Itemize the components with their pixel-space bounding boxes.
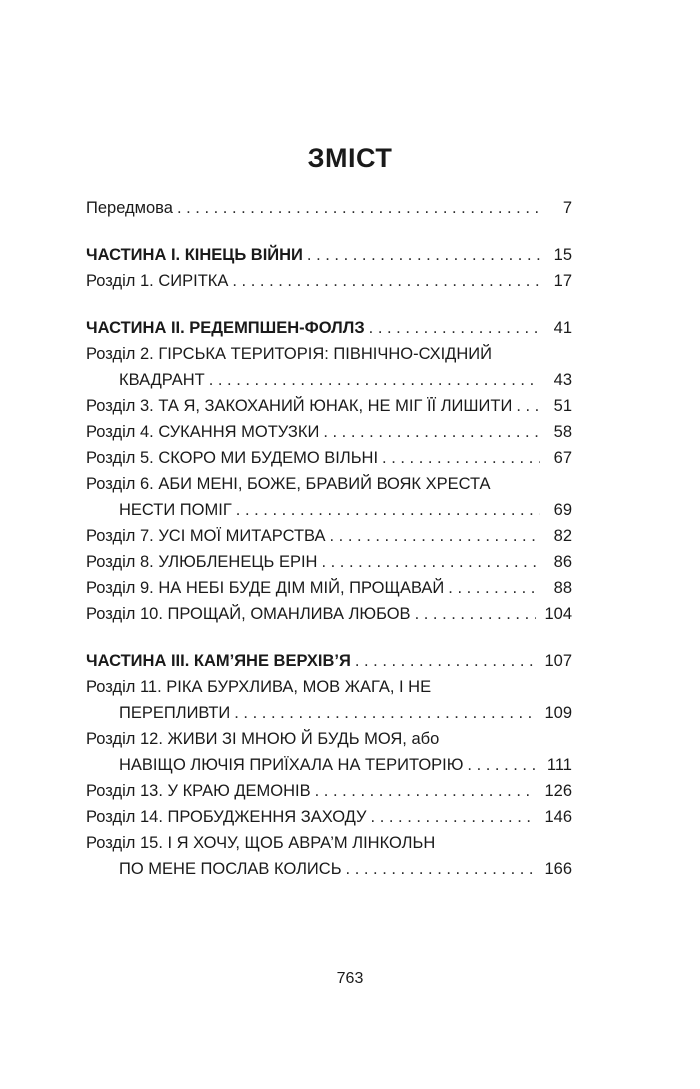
toc-entry-label: Розділ 9. НА НЕБІ БУДЕ ДІМ МІЙ, ПРОЩАВАЙ xyxy=(86,579,445,597)
toc-entry-label: Розділ 15. І Я ХОЧУ, ЩОБ АВРА’М ЛІНКОЛЬН xyxy=(86,834,436,852)
toc-entry-foreword[interactable] xyxy=(86,195,572,221)
toc-entry-chapter-2-cont[interactable] xyxy=(86,367,572,393)
toc-entry-part-2[interactable] xyxy=(86,315,572,341)
leader-dots xyxy=(382,445,540,471)
leader-dots xyxy=(415,601,537,627)
toc-entry-chapter-8[interactable] xyxy=(86,549,572,575)
toc-entry-page: 126 xyxy=(544,782,572,800)
toc-entry-page: 67 xyxy=(553,449,572,467)
leader-dots xyxy=(448,575,540,601)
toc-entry-page: 82 xyxy=(553,527,572,545)
toc-entry-chapter-15-cont[interactable] xyxy=(86,856,572,882)
toc-entry-chapter-1[interactable] xyxy=(86,268,572,294)
toc-entry-label: Розділ 3. ТА Я, ЗАКОХАНИЙ ЮНАК, НЕ МІГ ЇЇ ЛИШИТИ xyxy=(86,397,513,415)
page-title: ЗМІСТ xyxy=(307,143,393,173)
toc-entry-chapter-3[interactable] xyxy=(86,393,572,419)
leader-dots xyxy=(467,752,538,778)
toc-entry-page: 107 xyxy=(544,652,572,670)
toc-entry-chapter-11[interactable] xyxy=(86,674,572,700)
leader-dots xyxy=(330,523,540,549)
toc-entry-chapter-5[interactable] xyxy=(86,445,572,471)
toc-entry-page: 88 xyxy=(553,579,572,597)
toc-entry-label: Розділ 10. ПРОЩАЙ, ОМАНЛИВА ЛЮБОВ xyxy=(86,605,411,623)
toc-entry-label: КВАДРАНТ xyxy=(119,371,205,389)
toc-entry-chapter-14[interactable] xyxy=(86,804,572,830)
toc-entry-label: НЕСТИ ПОМІГ xyxy=(119,501,232,519)
toc-entry-label: Розділ 13. У КРАЮ ДЕМОНІВ xyxy=(86,782,311,800)
toc-entry-label: Розділ 11. РІКА БУРХЛИВА, МОВ ЖАГА, І НЕ xyxy=(86,678,432,696)
toc-entry-label: Розділ 1. СИРІТКА xyxy=(86,272,229,290)
toc-entry-page: 43 xyxy=(553,371,572,389)
leader-dots xyxy=(234,700,536,726)
toc-entry-chapter-7[interactable] xyxy=(86,523,572,549)
page-number: 763 xyxy=(336,970,364,987)
toc-entry-chapter-9[interactable] xyxy=(86,575,572,601)
toc-entry-chapter-6[interactable] xyxy=(86,471,572,497)
leader-dots xyxy=(177,195,540,221)
toc-entry-page: 109 xyxy=(544,704,572,722)
toc-entry-chapter-12-cont[interactable] xyxy=(86,752,572,778)
toc-entry-chapter-12[interactable] xyxy=(86,726,572,752)
leader-dots xyxy=(516,393,540,419)
toc-entry-label: ПО МЕНЕ ПОСЛАВ КОЛИСЬ xyxy=(119,860,342,878)
toc-entry-page: 17 xyxy=(553,272,572,290)
leader-dots xyxy=(355,648,537,674)
toc-entry-chapter-4[interactable] xyxy=(86,419,572,445)
toc-entry-part-1[interactable] xyxy=(86,242,572,268)
toc-entry-page: 41 xyxy=(553,319,572,337)
toc-entry-label: Розділ 4. СУКАННЯ МОТУЗКИ xyxy=(86,423,320,441)
leader-dots xyxy=(371,804,537,830)
leader-dots xyxy=(232,268,540,294)
toc-entry-page: 146 xyxy=(544,808,572,826)
toc-entry-page: 86 xyxy=(553,553,572,571)
toc-entry-label: ЧАСТИНА ІІ. РЕДЕМПШЕН-ФОЛЛЗ xyxy=(86,319,365,337)
toc-entry-label: ЧАСТИНА ІІІ. КАМ’ЯНЕ ВЕРХІВ’Я xyxy=(86,652,351,670)
leader-dots xyxy=(307,242,540,268)
toc-entry-chapter-6-cont[interactable] xyxy=(86,497,572,523)
toc-entry-label: ПЕРЕПЛИВТИ xyxy=(119,704,231,722)
toc-entry-chapter-2[interactable] xyxy=(86,341,572,367)
toc-entry-label: Розділ 6. АБИ МЕНІ, БОЖЕ, БРАВИЙ ВОЯК ХРЕСТА xyxy=(86,475,491,493)
leader-dots xyxy=(321,549,540,575)
toc-entry-label: Розділ 5. СКОРО МИ БУДЕМО ВІЛЬНІ xyxy=(86,449,379,467)
toc-entry-page: 51 xyxy=(553,397,572,415)
leader-dots xyxy=(323,419,540,445)
toc-entry-page: 7 xyxy=(562,199,572,217)
toc-entry-label: НАВІЩО ЛЮЧІЯ ПРИЇХАЛА НА ТЕРИТОРІЮ xyxy=(119,756,464,774)
toc-entry-label: Розділ 12. ЖИВИ ЗІ МНОЮ Й БУДЬ МОЯ, або xyxy=(86,730,440,748)
toc-entry-page: 166 xyxy=(544,860,572,878)
leader-dots xyxy=(209,367,540,393)
toc-entry-label: Передмова xyxy=(86,199,173,217)
toc-entry-label: Розділ 2. ГІРСЬКА ТЕРИТОРІЯ: ПІВНІЧНО-СХІДНИЙ xyxy=(86,345,492,363)
toc-entry-chapter-11-cont[interactable] xyxy=(86,700,572,726)
toc-entry-page: 69 xyxy=(553,501,572,519)
toc-entry-label: Розділ 7. УСІ МОЇ МИТАРСТВА xyxy=(86,527,326,545)
toc-entry-chapter-10[interactable] xyxy=(86,601,572,627)
toc-entry-page: 104 xyxy=(544,605,572,623)
toc-entry-part-3[interactable] xyxy=(86,648,572,674)
toc-entry-chapter-13[interactable] xyxy=(86,778,572,804)
leader-dots xyxy=(346,856,537,882)
toc-entry-page: 58 xyxy=(553,423,572,441)
toc-entry-page: 15 xyxy=(553,246,572,264)
toc-entry-label: Розділ 14. ПРОБУДЖЕННЯ ЗАХОДУ xyxy=(86,808,367,826)
leader-dots xyxy=(236,497,540,523)
leader-dots xyxy=(315,778,537,804)
toc-entry-page: 111 xyxy=(546,756,572,774)
toc-entry-label: ЧАСТИНА І. КІНЕЦЬ ВІЙНИ xyxy=(86,246,303,264)
toc-entry-label: Розділ 8. УЛЮБЛЕНЕЦЬ ЕРІН xyxy=(86,553,318,571)
table-of-contents xyxy=(86,195,572,882)
leader-dots xyxy=(369,315,540,341)
toc-entry-chapter-15[interactable] xyxy=(86,830,572,856)
